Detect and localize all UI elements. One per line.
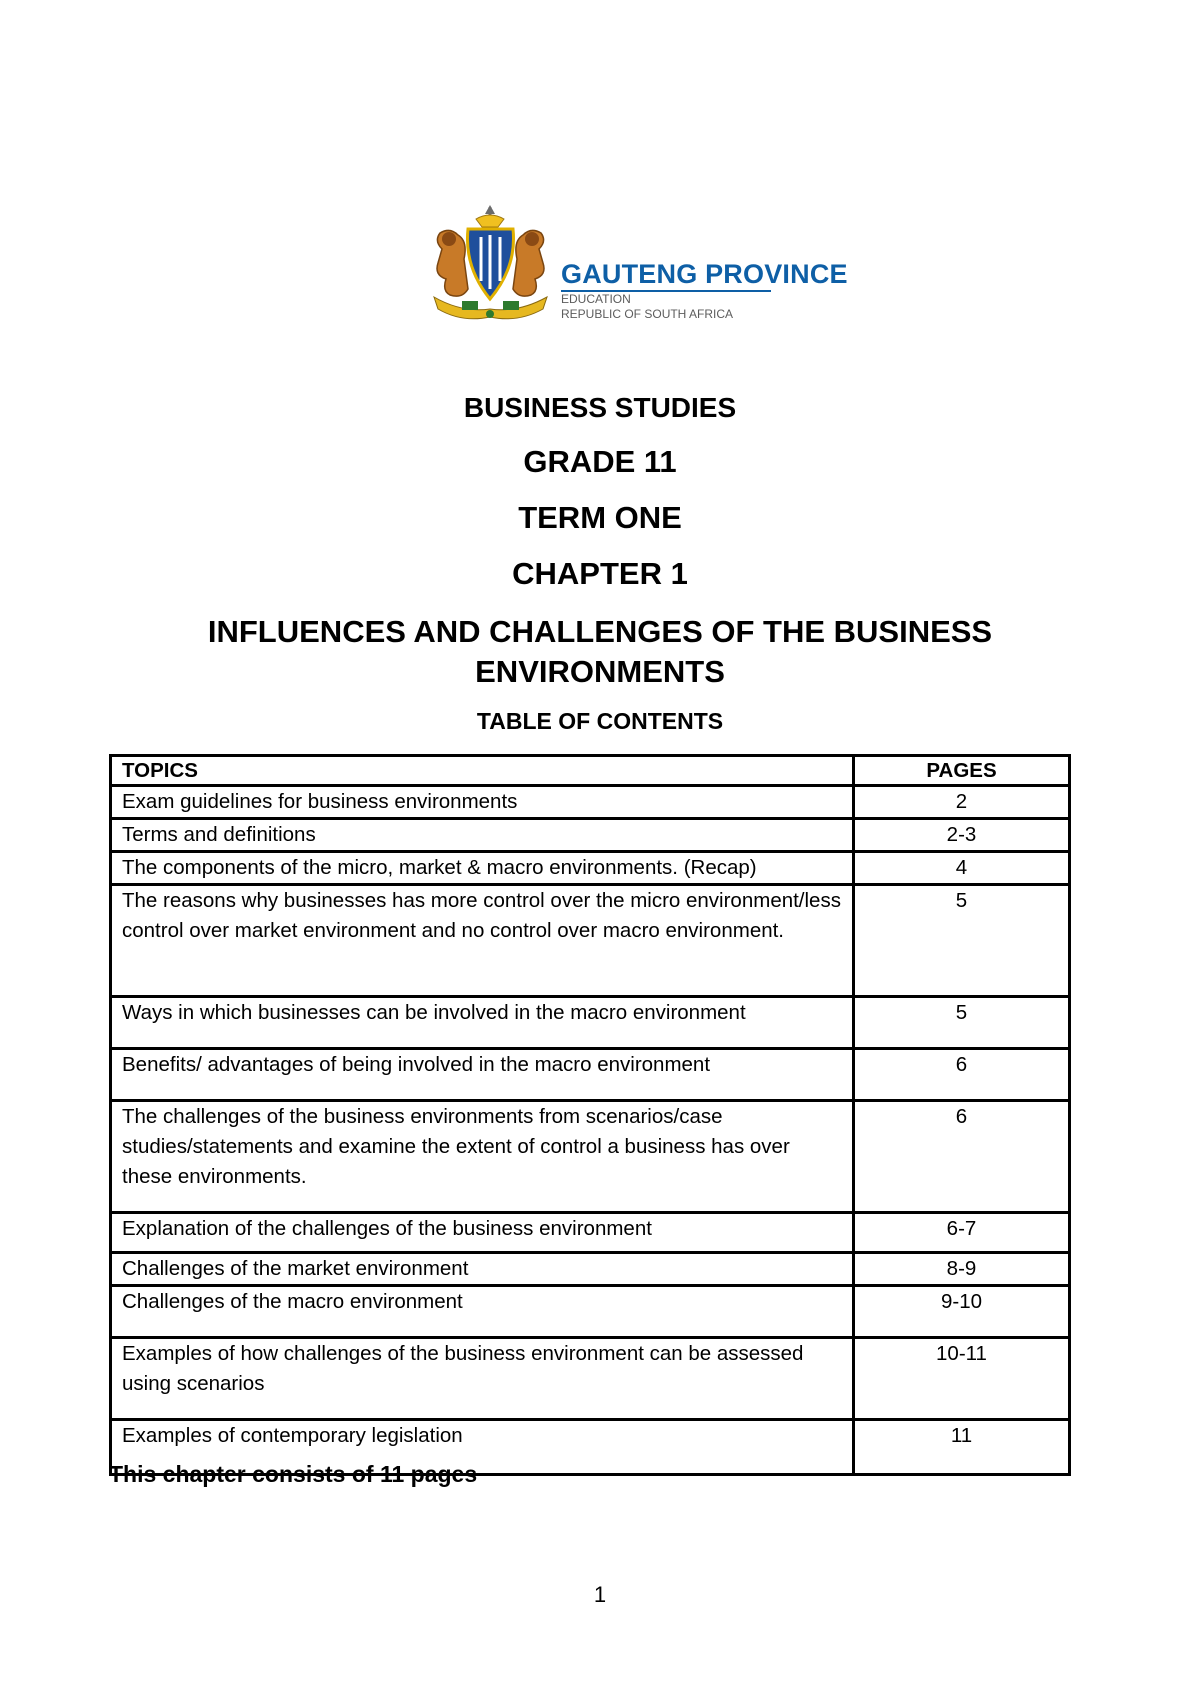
term-heading: TERM ONE (518, 500, 682, 535)
table-row (112, 787, 1068, 820)
row-topic: Exam guidelines for business environments (112, 787, 855, 820)
row-pages: 11 (950, 1424, 973, 1447)
table-row (112, 1050, 1068, 1102)
logo-country-text: REPUBLIC OF SOUTH AFRICA (561, 307, 734, 321)
row-pages: 2-3 (855, 820, 1068, 853)
table-row (112, 1339, 1068, 1421)
row-pages: 6 (855, 1050, 1068, 1102)
row-pages: 5 (855, 886, 1068, 998)
gauteng-logo (428, 205, 848, 325)
row-topic: Examples of contemporary legislation (112, 1421, 855, 1473)
chapter-title-line2: ENVIRONMENTS (475, 654, 725, 689)
table-of-contents (109, 754, 1071, 1476)
row-topic: Challenges of the market environment (112, 1254, 855, 1287)
subject-heading: BUSINESS STUDIES (463, 392, 737, 423)
row-pages: 8-9 (855, 1254, 1068, 1287)
row-pages: 5 (855, 998, 1068, 1050)
chapter-page-count: This chapter consists of 11 pages (109, 1461, 478, 1487)
row-topic: Explanation of the challenges of the business environment (112, 1214, 855, 1254)
row-pages: 10-11 (855, 1339, 1068, 1421)
grade-heading: GRADE 11 (523, 444, 677, 479)
row-pages: 6-7 (855, 1214, 1068, 1254)
row-topic: The reasons why businesses has more control over the micro environment/less control over market environment and no control over macro environment. (112, 886, 855, 998)
row-pages: 4 (855, 853, 1068, 886)
logo-department-text: EDUCATION (561, 292, 631, 306)
table-header-row (112, 757, 1068, 787)
chapter-title-line1: INFLUENCES AND CHALLENGES OF THE BUSINESS (207, 614, 993, 649)
row-topic: Benefits/ advantages of being involved in the macro environment (112, 1050, 855, 1102)
table-row (112, 1214, 1068, 1254)
table-row (112, 1102, 1068, 1214)
row-topic: The components of the micro, market & macro environments. (Recap) (112, 853, 855, 886)
chapter-title (0, 612, 1200, 692)
table-row (112, 998, 1068, 1050)
row-pages: 2 (855, 787, 1068, 820)
coat-of-arms-icon (428, 205, 553, 325)
header-pages: PAGES (855, 757, 1068, 787)
header-topics: TOPICS (112, 757, 855, 787)
row-topic: The challenges of the business environments from scenarios/case studies/statements and examine the extent of control a business has over these environments. (112, 1102, 855, 1214)
row-topic: Terms and definitions (112, 820, 855, 853)
table-row (112, 1287, 1068, 1339)
table-row (112, 1254, 1068, 1287)
logo-province-text: GAUTENG PROVINCE (561, 259, 848, 289)
table-row (112, 886, 1068, 998)
row-pages: 6 (855, 1102, 1068, 1214)
table-row (112, 820, 1068, 853)
toc-heading: TABLE OF CONTENTS (476, 708, 724, 734)
row-topic: Ways in which businesses can be involved in the macro environment (112, 998, 855, 1050)
page-number: 1 (593, 1582, 607, 1607)
row-topic: Challenges of the macro environment (112, 1287, 855, 1339)
row-topic: Examples of how challenges of the business environment can be assessed using scenarios (112, 1339, 855, 1421)
table-row (112, 853, 1068, 886)
row-pages: 9-10 (855, 1287, 1068, 1339)
chapter-heading: CHAPTER 1 (512, 556, 688, 591)
